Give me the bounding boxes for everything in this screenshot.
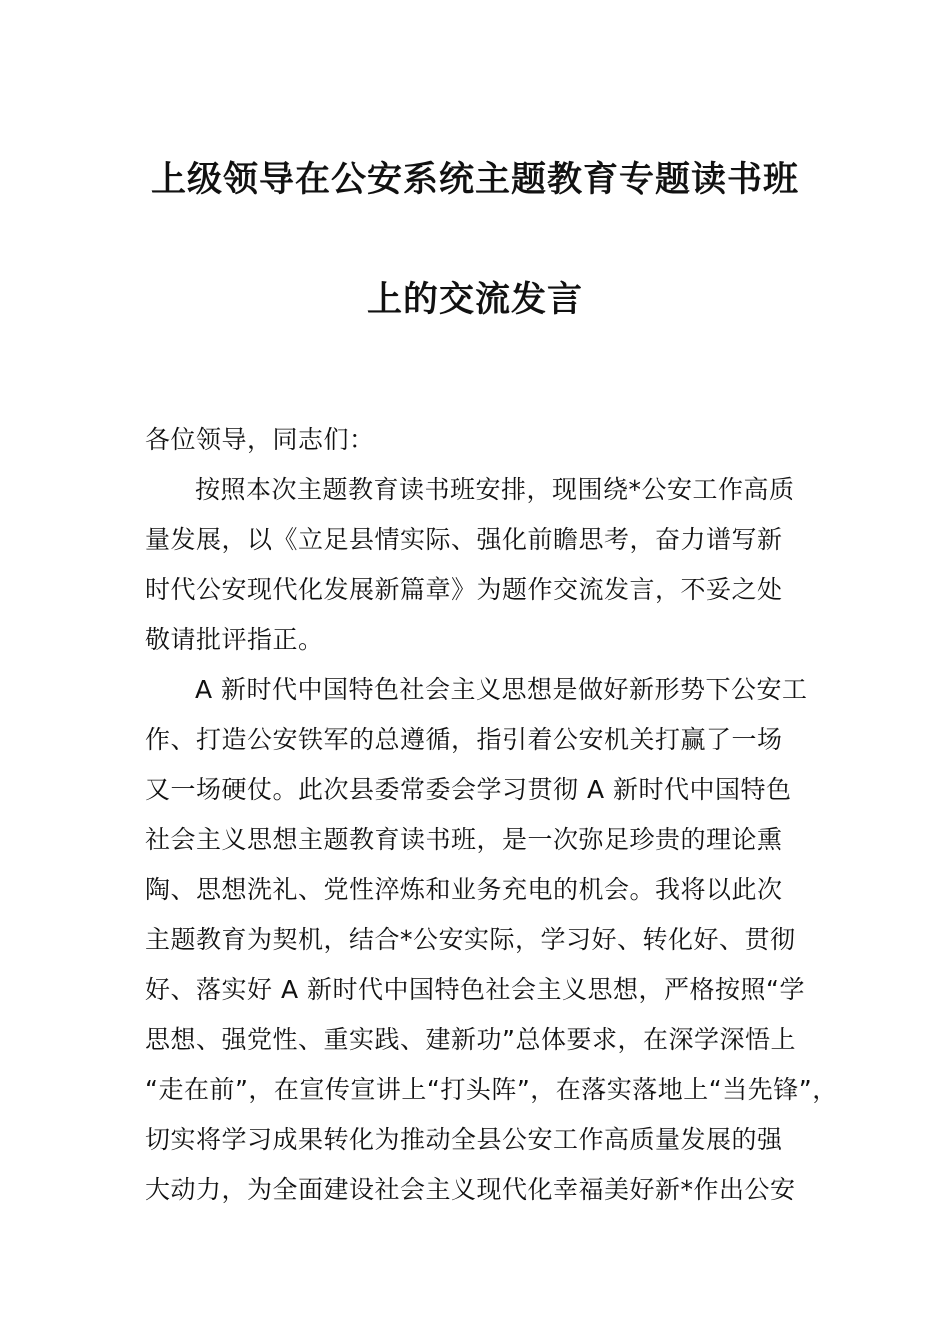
paragraph2-line: 社会主义思想主题教育读书班，是一次弥足珍贵的理论熏 xyxy=(145,825,783,854)
paragraph2-line: 大动力，为全面建设社会主义现代化幸福美好新*作出公安 xyxy=(145,1175,796,1204)
paragraph2-line: A 新时代中国特色社会主义思想是做好新形势下公安工 xyxy=(195,675,808,704)
paragraph2-line: 切实将学习成果转化为推动全县公安工作高质量发展的强 xyxy=(145,1125,783,1154)
document-title-line-2: 上的交流发言 xyxy=(366,280,583,320)
document-title-line-1: 上级领导在公安系统主题教育专题读书班 xyxy=(150,160,799,200)
paragraph1-line: 时代公安现代化发展新篇章》为题作交流发言，不妥之处 xyxy=(145,575,783,604)
paragraph1-line: 敬请批评指正。 xyxy=(145,625,324,654)
salutation: 各位领导，同志们： xyxy=(145,425,375,454)
paragraph2-line: 作、打造公安铁军的总遵循，指引着公安机关打赢了一场 xyxy=(145,725,783,754)
paragraph1-line: 量发展，以《立足县情实际、强化前瞻思考，奋力谱写新 xyxy=(145,525,783,554)
paragraph2-line: 思想、强党性、重实践、建新功”总体要求，在深学深悟上 xyxy=(145,1025,796,1054)
paragraph2-line: “走在前”，在宣传宣讲上“打头阵”，在落实落地上“当先锋”， xyxy=(145,1075,838,1104)
paragraph2-line: 主题教育为契机，结合*公安实际，学习好、转化好、贯彻 xyxy=(145,925,796,954)
paragraph1-line: 按照本次主题教育读书班安排，现围绕*公安工作高质 xyxy=(195,475,795,504)
paragraph2-line: 好、落实好 A 新时代中国特色社会主义思想，严格按照“学 xyxy=(145,975,805,1004)
paragraph2-line: 陶、思想洗礼、党性淬炼和业务充电的机会。我将以此次 xyxy=(145,875,783,904)
paragraph2-line: 又一场硬仗。此次县委常委会学习贯彻 A 新时代中国特色 xyxy=(145,775,792,804)
